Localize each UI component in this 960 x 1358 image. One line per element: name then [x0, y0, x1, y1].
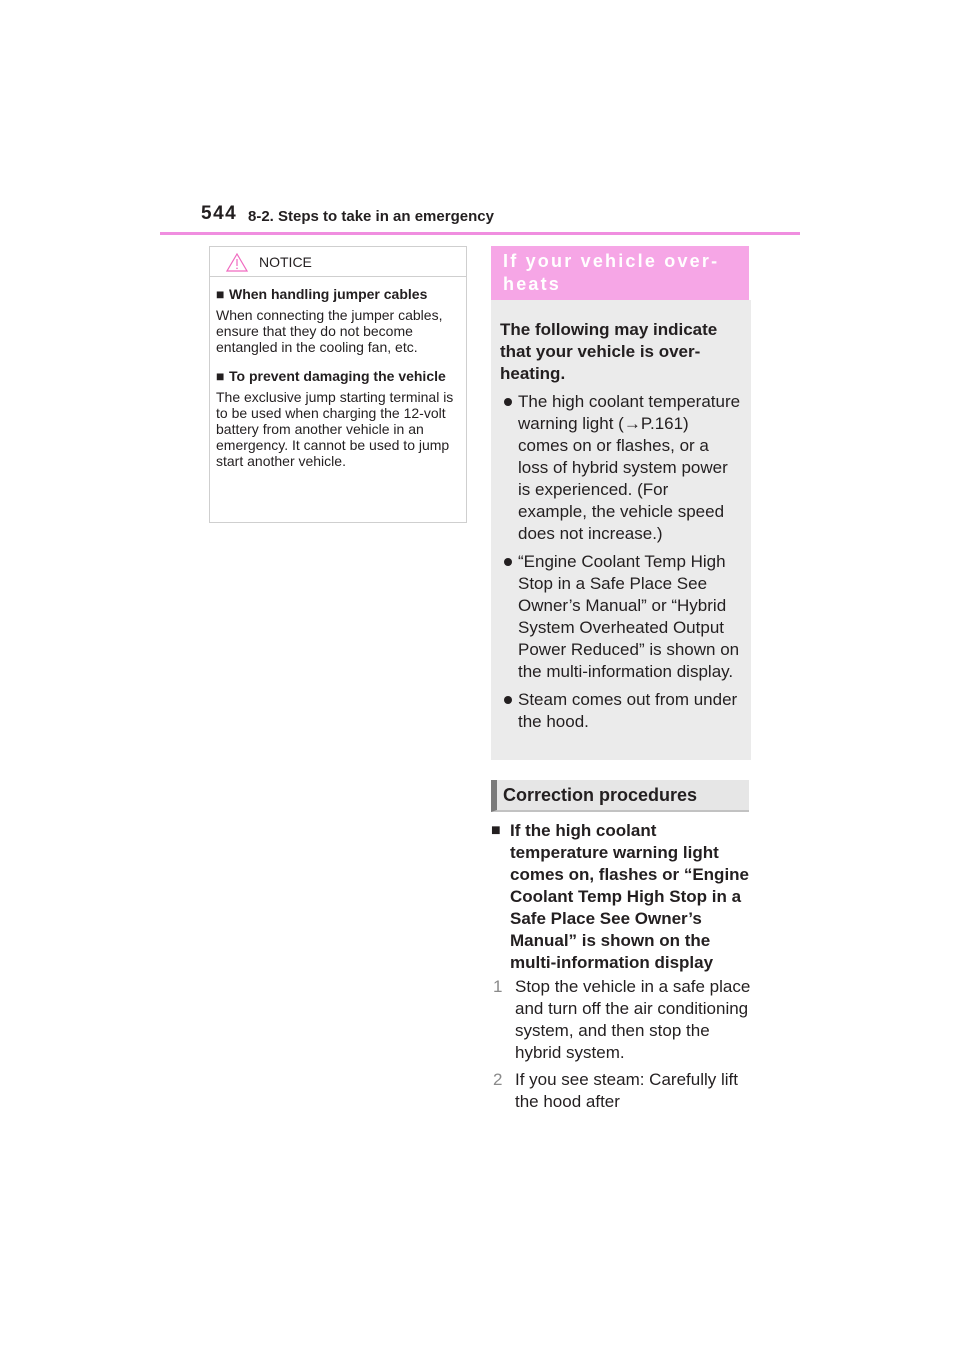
step-text: Stop the vehicle in a safe place and turn off the air conditioning system, and then stop the hybrid system. [515, 977, 751, 1062]
correction-sub-heading [491, 820, 751, 974]
overheat-bullet [500, 391, 741, 545]
step-number: 1 [493, 977, 503, 996]
bullet-text: “Engine Coolant Temp High Stop in a Safe Place See Owner’s Manual” or “Hybrid System Overheated Output Power Reduced” is shown on the multi-information display. [518, 552, 740, 681]
bullet-dot-icon [504, 398, 512, 406]
notice-title: NOTICE [259, 254, 312, 270]
bullet-dot-icon [504, 558, 512, 566]
notice-text-damage: The exclusive jump starting terminal is to be used when charging the 12-volt battery from another vehicle in an emergency. It cannot be used to jump start another vehicle. [216, 389, 454, 469]
notice-text-jumper: When connecting the jumper cables, ensure that they do not become entangled in the cooling fan, etc. [216, 307, 443, 355]
section-title: 8-2. Steps to take in an emergency [248, 208, 494, 225]
overheat-banner: If your vehicle over-heats [491, 246, 749, 300]
step-text: If you see steam: Carefully lift the hood after [515, 1070, 738, 1111]
page-number: 544 [201, 203, 238, 224]
notice-header [210, 247, 466, 277]
correction-step-2 [491, 1069, 753, 1113]
notice-body [210, 277, 466, 469]
sub-heading-text: If the high coolant temperature warning light comes on, flashes or “Engine Coolant Temp High Stop in a Safe Place See Owner’s Manual” is shown on the multi-information display [510, 821, 750, 972]
overheat-bullet [500, 551, 741, 683]
notice-box [209, 246, 467, 523]
notice-heading-damage [216, 368, 460, 384]
notice-heading-text: When handling jumper cables [229, 286, 428, 302]
notice-heading-jumper [216, 286, 460, 302]
correction-step-1 [491, 976, 753, 1064]
bullet-dot-icon [504, 696, 512, 704]
warning-triangle-icon [226, 253, 248, 272]
header-rule [160, 232, 800, 235]
notice-heading-mark: ■ [216, 286, 225, 302]
bullet-text: Steam comes out from under the hood. [518, 690, 738, 731]
correction-header: Correction procedures [491, 780, 749, 812]
step-number: 2 [493, 1070, 503, 1089]
overheat-intro: The following may indicate that your vehicle is over-heating. [500, 320, 718, 383]
notice-heading-mark: ■ [216, 368, 225, 384]
bullet-text: The high coolant temperature warning light (→P.161) comes on or flashes, or a loss of hybrid system power is experienced. (For example, the vehicle speed does not increase.) [518, 392, 741, 543]
sub-heading-mark: ■ [491, 822, 501, 839]
overheat-panel [491, 300, 751, 760]
overheat-bullet [500, 689, 741, 733]
notice-heading-text: To prevent damaging the vehicle [229, 368, 446, 384]
